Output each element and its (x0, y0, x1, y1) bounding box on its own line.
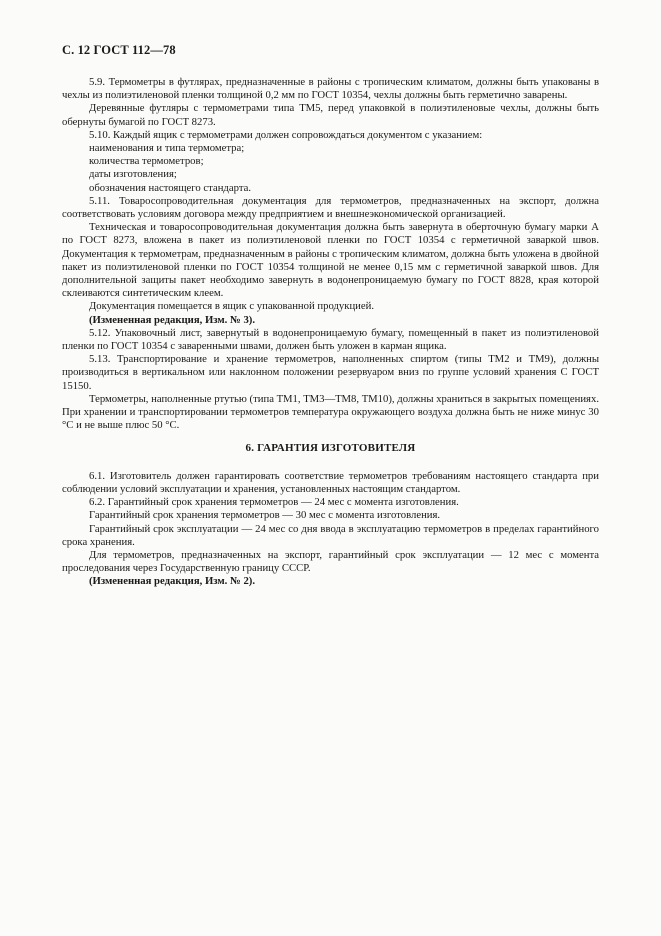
paragraph-export-warranty: Для термометров, предназначенных на экспорт, гарантийный срок эксплуатации — 12 мес с момента проследования через Государственную границу СССР. (62, 548, 599, 575)
paragraph-5-13: 5.13. Транспортирование и хранение термометров, наполненных спиртом (типы ТМ2 и ТМ9), должны производиться в вертикальном или наклонном положении резервуаром вниз по группе условий хранения С ГОСТ 15150. (62, 353, 599, 392)
document-body (62, 76, 599, 589)
paragraph-5-10: 5.10. Каждый ящик с термометрами должен сопровождаться документом с указанием: (89, 128, 483, 141)
paragraph-5-12: 5.12. Упаковочный лист, завернутый в водонепроницаемую бумагу, помещенный в пакет из полиэтиленовой пленки по ГОСТ 10354 с заваренными швами, должен быть уложен в карман ящика. (62, 326, 599, 353)
amendment-note-2: (Измененная редакция, Изм. № 2). (89, 575, 256, 588)
list-item: количества термометров; (89, 155, 204, 168)
list-item: обозначения настоящего стандарта. (89, 181, 252, 194)
list-item: даты изготовления; (89, 168, 177, 181)
section-title: 6. ГАРАНТИЯ ИЗГОТОВИТЕЛЯ (245, 442, 416, 455)
page-header: С. 12 ГОСТ 112—78 (62, 43, 176, 57)
paragraph-operation-24: Гарантийный срок эксплуатации — 24 мес со дня ввода в эксплуатацию термометров в пределах гарантийного срока хранения. (62, 522, 599, 548)
paragraph-6-1: 6.1. Изготовитель должен гарантировать соответствие термометров требованиям настоящего стандарта при соблюдении условий эксплуатации и хранения, установленных настоящим стандартом. (62, 469, 599, 495)
list-item: наименования и типа термометра; (89, 142, 245, 155)
paragraph-6-2: 6.2. Гарантийный срок хранения термометров — 24 мес с момента изготовления. (89, 496, 459, 509)
paragraph-storage-30: Гарантийный срок хранения термометров — 30 мес с момента изготовления. (89, 509, 441, 522)
paragraph-documentation-box: Документация помещается в ящик с упакованной продукцией. (89, 300, 375, 313)
paragraph-documentation-wrapping: Техническая и товаросопроводительная документация должна быть завернута в оберточную бумагу марки А по ГОСТ 8273, вложена в пакет из полиэтиленовой пленки по ГОСТ 10354 с герметичной заваркой швов. Документация к термометрам, предназначенным в районы с тропическим климатом, должна быть уложена в двойной пакет из полиэтиленовой пленки по ГОСТ 10354 толщиной не менее 0,15 мм с герметичной заваркой швов. Для дополнительной защиты пакет необходимо завернуть в водонепроницаемую бумагу по ГОСТ 8828, края которой склеиваются синтетическим клеем. (62, 221, 599, 300)
paragraph-5-9-cases: Деревянные футляры с термометрами типа ТМ5, перед упаковкой в полиэтиленовые чехлы, должны быть обернуты бумагой по ГОСТ 8273. (62, 102, 599, 128)
paragraph-mercury-storage: Термометры, наполненные ртутью (типа ТМ1, ТМ3—ТМ8, ТМ10), должны храниться в закрытых помещениях. При хранении и транспортировании термометров температура окружающего воздуха должна быть не ниже минус 30 °С и не выше плюс 50 °С. (62, 392, 599, 432)
paragraph-5-11: 5.11. Товаросопроводительная документация для термометров, предназначенных на экспорт, должна соответствовать условиям договора между предприятием и внешнеэкономической организацией. (62, 194, 599, 221)
amendment-note-3: (Измененная редакция, Изм. № 3). (89, 313, 256, 326)
paragraph-5-9: 5.9. Термометры в футлярах, предназначенные в районы с тропическим климатом, должны быть упакованы в чехлы из полиэтиленовой пленки толщиной 0,2 мм по ГОСТ 10354, чехлы должны быть герметично заварены. (62, 76, 599, 102)
